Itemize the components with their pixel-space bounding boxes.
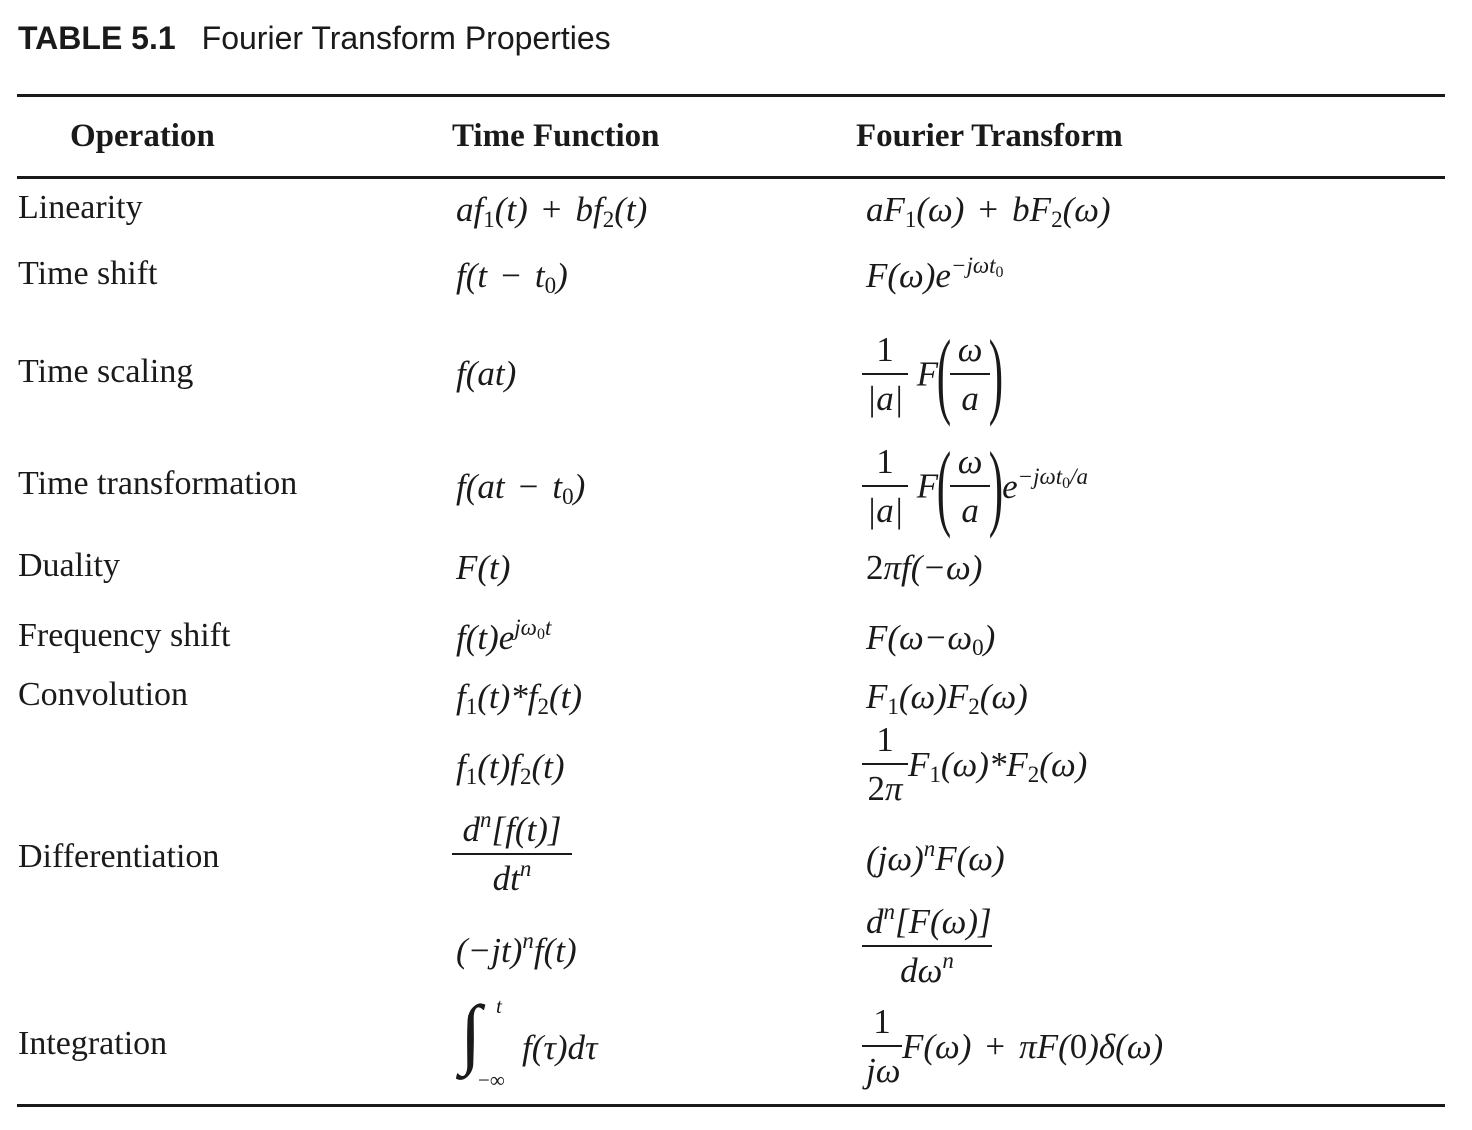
operation-convolution: Convolution [18,676,189,713]
transform-time-transformation: $\frac{1}{|a|}$ F( $\frac{\omega}{a}$ )$e^{-j\omega t_0/a}$ [862,438,1088,534]
time-function-frequency-differentiation: $(-jt)^nf(t)$ [456,928,577,970]
header-operation: Operation [70,118,215,154]
operation-time-transformation: Time transformation [18,465,298,502]
header-rule [17,176,1445,179]
time-function-linearity: $af_1(t) + bf_2(t)$ [456,190,648,232]
header-time-function: Time Function [452,118,660,154]
operation-duality: Duality [18,547,120,584]
transform-duality: 2πf(−ω) [866,548,983,587]
time-function-duality: F(t) [456,548,511,587]
operation-linearity: Linearity [18,189,143,226]
top-rule [17,94,1445,97]
operation-frequency-shift: Frequency shift [18,617,231,654]
operation-differentiation: Differentiation [18,838,220,875]
transform-frequency-differentiation: $\frac{d^n[F(\omega)]}{d\omega^n}$ [862,904,992,988]
transform-integration: $\frac{1}{j\omega}$ F(ω) + πF(0)δ(ω) [862,1004,1163,1088]
table-number: TABLE 5.1 [18,20,176,56]
time-function-time-shift: $f(t - t_0)$ [456,256,568,298]
time-function-multiplication: $f_1(t)f_2(t)$ [456,747,565,789]
transform-frequency-shift: $F(\omega-\omega_0)$ [866,618,996,660]
time-function-time-scaling: f(at) [456,354,517,393]
transform-convolution: $F_1(\omega)F_2(\omega)$ [866,677,1028,719]
time-function-differentiation: $\frac{d^n[f(t)]}{dt^n}$ [452,812,572,896]
operation-integration: Integration [18,1025,168,1062]
transform-linearity: $aF_1(\omega) + bF_2(\omega)$ [866,190,1111,232]
header-fourier-transform: Fourier Transform [856,118,1123,154]
table-caption [18,20,611,57]
table-title: Fourier Transform Properties [201,20,611,56]
transform-differentiation: $(j\omega)^nF(\omega)$ [866,836,1005,878]
time-function-frequency-shift: $f(t)e^{j\omega_0t}$ [456,615,552,657]
operation-time-shift: Time shift [18,255,158,292]
time-function-convolution: $f_1(t)*f_2(t)$ [456,677,583,719]
transform-time-scaling: $\frac{1}{|a|}$ F( $\frac{\omega}{a}$ ) [862,326,1002,422]
operation-time-scaling: Time scaling [18,353,194,390]
bottom-rule [17,1104,1445,1107]
transform-time-shift: $F(\omega)e^{-j\omega t_0}$ [866,253,1004,295]
transform-multiplication: $\frac{1}{2\pi}$ $F_1(\omega)*F_2(\omega)$ [862,722,1087,806]
time-function-time-transformation: $f(at - t_0)$ [456,467,586,509]
